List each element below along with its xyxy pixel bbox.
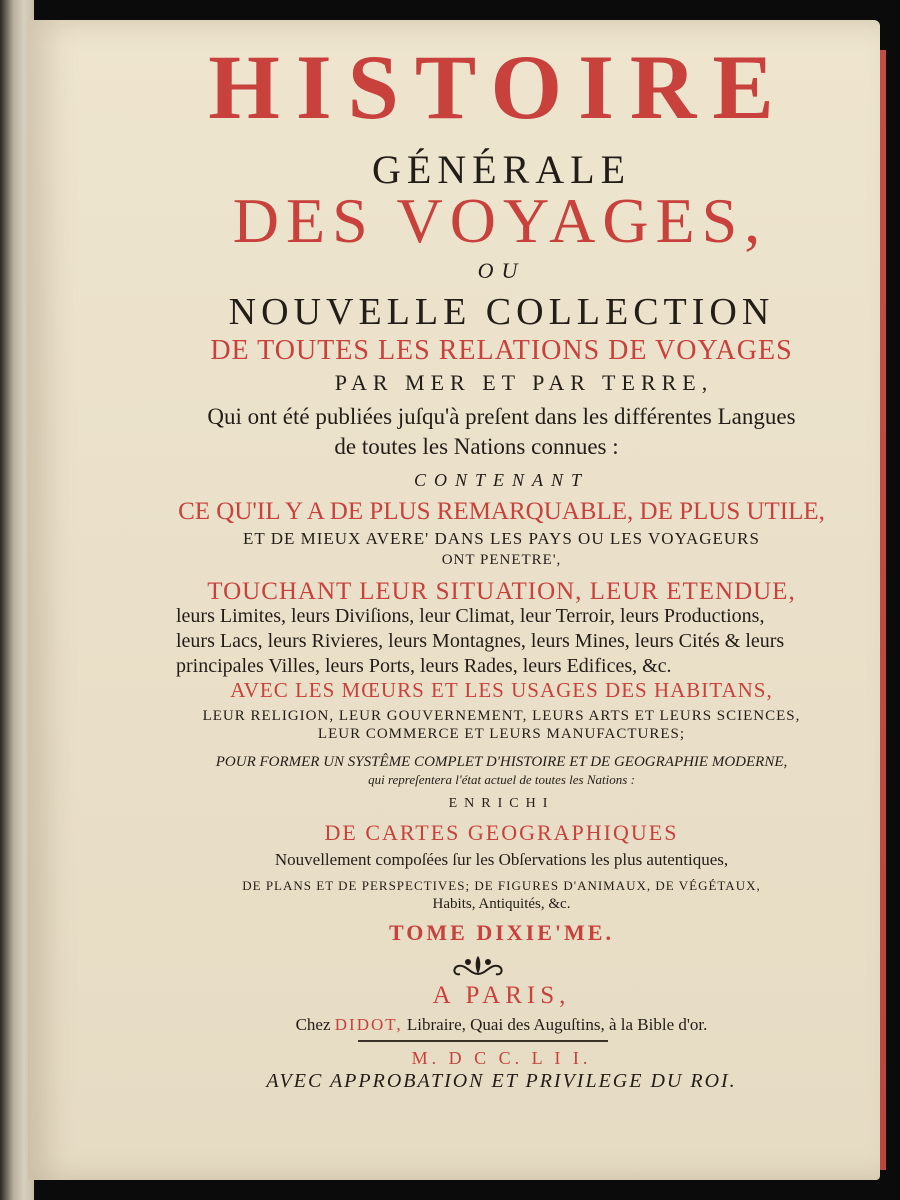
- commerce-manufactures: LEUR COMMERCE ET LEURS MANUFACTURES;: [317, 726, 686, 742]
- pour-former: POUR FORMER UN SYSTÊME COMPLET D'HISTOIRE ET DE GEOGRAPHIE MODERNE,: [215, 754, 788, 770]
- cartes-geographiques: DE CARTES GEOGRAPHIQUES: [324, 820, 679, 845]
- nouvelle-collection: NOUVELLE COLLECTION: [228, 291, 775, 333]
- body-line: leurs Lacs, leurs Rivieres, leurs Montagnes, leurs Mines, leurs Cités & leurs: [176, 630, 785, 652]
- printer-name: DIDOT,: [334, 1015, 403, 1034]
- contenant: CONTENANT: [413, 470, 590, 490]
- imprint-line: [28, 1015, 880, 1035]
- body-line: leurs Limites, leurs Diviſions, leur Climat, leur Terroir, leurs Productions,: [176, 605, 765, 627]
- representera: qui repreſentera l'état actuel de toutes les Nations :: [368, 772, 635, 787]
- chez-prefix: Chez: [295, 1015, 331, 1034]
- nouvellement-composees: Nouvellement compoſées ſur les Obſervations les plus autentiques,: [274, 850, 729, 869]
- word-ou: OU: [477, 258, 526, 283]
- mieux-avere: ET DE MIEUX AVERE' DANS LES PAYS OU LES VOYAGEURS: [243, 529, 760, 548]
- divider-rule: [358, 1040, 608, 1042]
- a-paris: A PARIS,: [432, 982, 571, 1009]
- page-title: HISTOIRE: [208, 36, 790, 138]
- subtitle-voyages: DES VOYAGES,: [232, 185, 768, 256]
- subtitle-generale: GÉNÉRALE: [371, 147, 632, 192]
- title-page: [28, 20, 880, 1180]
- body-line: principales Villes, leurs Ports, leurs Rades, leurs Edifices, &c.: [176, 655, 672, 677]
- ont-penetre: ONT PENETRE',: [441, 552, 562, 568]
- nations-connues: de toutes les Nations connues :: [334, 434, 619, 459]
- fleuron-ornament-icon: [448, 950, 508, 980]
- page-red-edge: [880, 50, 886, 1170]
- touchant-situation: TOUCHANT LEUR SITUATION, LEUR ETENDUE,: [207, 578, 796, 605]
- tome-number: TOME DIXIE'ME.: [389, 920, 614, 945]
- body-paragraph: [176, 604, 796, 679]
- ce-quil-y-a: CE QU'IL Y A DE PLUS REMARQUABLE, DE PLUS UTILE,: [178, 498, 825, 525]
- plans-perspectives: DE PLANS ET DE PERSPECTIVES; DE FIGURES D'ANIMAUX, DE VÉGÉTAUX,: [242, 878, 761, 893]
- habits-antiquites: Habits, Antiquités, &c.: [432, 896, 571, 912]
- approbation-privilege: AVEC APPROBATION ET PRIVILEGE DU ROI.: [266, 1070, 737, 1092]
- toutes-relations: DE TOUTES LES RELATIONS DE VOYAGES: [210, 335, 793, 366]
- par-mer: PAR MER ET PAR TERRE,: [334, 370, 714, 395]
- religion-gouvernement: LEUR RELIGION, LEUR GOUVERNEMENT, LEURS ARTS ET LEURS SCIENCES,: [202, 708, 801, 724]
- chez-suffix: Libraire, Quai des Auguſtins, à la Bible d'or.: [406, 1015, 708, 1034]
- enrichi: ENRICHI: [448, 796, 555, 811]
- qui-ont-ete: Qui ont été publiées juſqu'à preſent dans les différentes Langues: [207, 404, 796, 429]
- publication-year: M. D C C. L I I.: [411, 1048, 592, 1068]
- moeurs-usages: AVEC LES MŒURS ET LES USAGES DES HABITANS,: [230, 678, 773, 702]
